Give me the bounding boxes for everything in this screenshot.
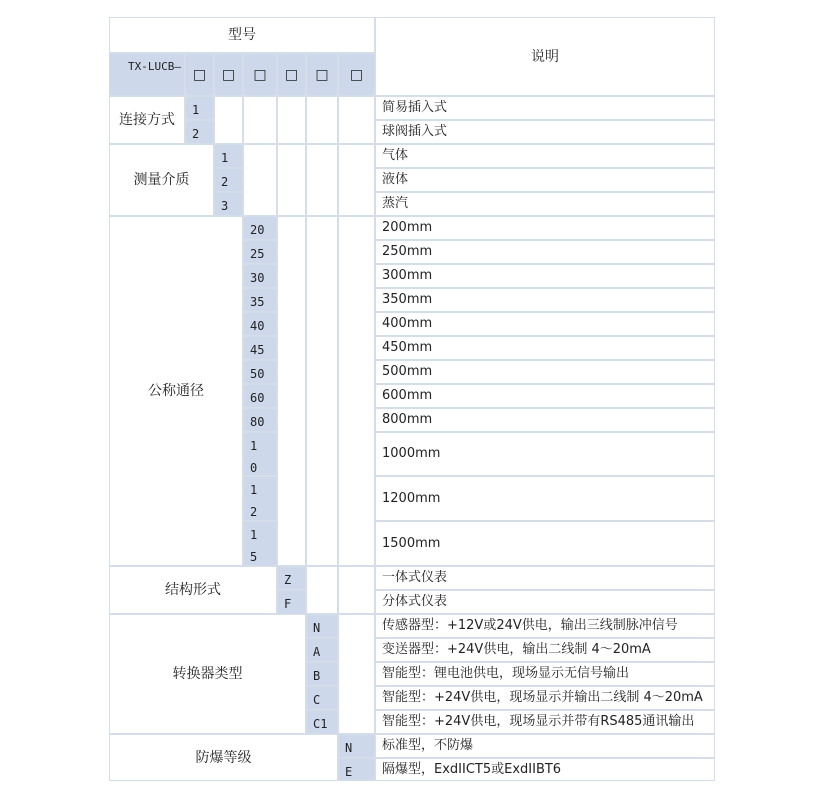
option-description: 350mm (375, 288, 715, 312)
option-code: 80 (243, 408, 277, 432)
group-label-converter: 转换器类型 (109, 614, 306, 734)
empty-cell (277, 96, 306, 144)
option-code: 50 (243, 360, 277, 384)
group-label-diameter: 公称通径 (109, 216, 243, 566)
option-code: 25 (243, 240, 277, 264)
empty-cell (243, 144, 277, 216)
empty-cell (338, 216, 375, 566)
option-code: 35 (243, 288, 277, 312)
group-label-explosion: 防爆等级 (109, 734, 338, 781)
empty-cell (277, 216, 306, 566)
option-code: A (306, 638, 338, 662)
option-code: 60 (243, 384, 277, 408)
option-description: 800mm (375, 408, 715, 432)
empty-cell (306, 216, 338, 566)
option-description: 气体 (375, 144, 715, 168)
option-code: C1 (306, 710, 338, 734)
empty-cell (338, 566, 375, 614)
option-description: 传感器型：+12V或24V供电，输出三线制脉冲信号 (375, 614, 715, 638)
option-description: 标准型，不防爆 (375, 734, 715, 758)
empty-cell (306, 144, 338, 216)
option-description: 400mm (375, 312, 715, 336)
option-code: 30 (243, 264, 277, 288)
option-description: 250mm (375, 240, 715, 264)
option-code: 1 (185, 96, 214, 120)
option-description: 分体式仪表 (375, 590, 715, 614)
option-description: 球阀插入式 (375, 120, 715, 144)
option-code: 3 (214, 192, 243, 216)
group-label-connection: 连接方式 (109, 96, 185, 144)
empty-cell (243, 96, 277, 144)
option-description: 变送器型：+24V供电，输出二线制 4～20mA (375, 638, 715, 662)
empty-cell (338, 96, 375, 144)
option-code: Z (277, 566, 306, 590)
group-label-structure: 结构形式 (109, 566, 277, 614)
option-description: 1500mm (375, 521, 715, 566)
model-header: 型号 (109, 17, 375, 53)
option-code: E (338, 758, 375, 781)
placeholder-box-3: □ (243, 53, 277, 96)
option-code: 45 (243, 336, 277, 360)
option-code: 10 (243, 432, 277, 476)
option-description: 1200mm (375, 476, 715, 521)
option-description: 蒸汽 (375, 192, 715, 216)
option-code: N (338, 734, 375, 758)
option-description: 200mm (375, 216, 715, 240)
option-description: 液体 (375, 168, 715, 192)
option-description: 智能型：+24V供电，现场显示并带有RS485通讯输出 (375, 710, 715, 734)
option-code: F (277, 590, 306, 614)
empty-cell (338, 614, 375, 734)
option-description: 450mm (375, 336, 715, 360)
option-code: 40 (243, 312, 277, 336)
option-code: 12 (243, 476, 277, 521)
placeholder-box-5: □ (306, 53, 338, 96)
placeholder-box-6: □ (338, 53, 375, 96)
empty-cell (338, 144, 375, 216)
option-code: 2 (214, 168, 243, 192)
placeholder-box-2: □ (214, 53, 243, 96)
option-code: C (306, 686, 338, 710)
option-description: 500mm (375, 360, 715, 384)
empty-cell (306, 566, 338, 614)
option-description: 隔爆型，ExdIICT5或ExdIIBT6 (375, 758, 715, 781)
option-description: 智能型：+24V供电，现场显示并输出二线制 4～20mA (375, 686, 715, 710)
option-description: 1000mm (375, 432, 715, 476)
option-code: B (306, 662, 338, 686)
option-code: 2 (185, 120, 214, 144)
option-code: 1 (214, 144, 243, 168)
option-description: 一体式仪表 (375, 566, 715, 590)
empty-cell (306, 96, 338, 144)
group-label-medium: 测量介质 (109, 144, 214, 216)
option-code: 15 (243, 521, 277, 566)
option-description: 智能型：锂电池供电，现场显示无信号输出 (375, 662, 715, 686)
placeholder-box-4: □ (277, 53, 306, 96)
empty-cell (214, 96, 243, 144)
empty-cell (277, 144, 306, 216)
option-code: N (306, 614, 338, 638)
option-description: 简易插入式 (375, 96, 715, 120)
option-code: 20 (243, 216, 277, 240)
description-header: 说明 (375, 17, 715, 96)
option-description: 300mm (375, 264, 715, 288)
option-description: 600mm (375, 384, 715, 408)
placeholder-box-1: □ (185, 53, 214, 96)
model-prefix: TX-LUCB— (109, 53, 185, 96)
